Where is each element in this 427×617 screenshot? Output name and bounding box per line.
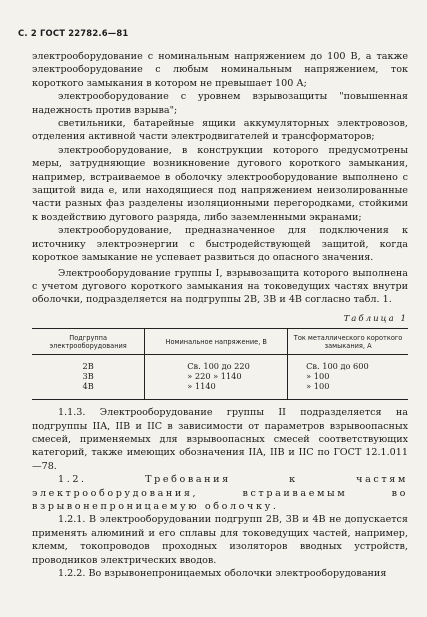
- column-header: Ток металлического короткого замыкания, А: [288, 329, 408, 355]
- table-row: [32, 371, 408, 381]
- page-header: С. 2 ГОСТ 22782.6—81: [18, 28, 129, 38]
- table-row: [32, 381, 408, 400]
- table-cell: Св. 100 до 220: [145, 355, 288, 372]
- table-cell: 4В: [32, 381, 145, 400]
- table-row: [32, 355, 408, 372]
- page-body: [32, 50, 408, 580]
- table-cell: » 100: [288, 371, 408, 381]
- table-cell: » 100: [288, 381, 408, 400]
- section-heading: 1.2. Требования к частям электрооборудования, встраиваемым во взрывонепроницаемую оболочку.: [32, 474, 408, 512]
- paragraph: 1.2.1. В электрооборудовании подгрупп 2В, 3В и 4В не допускается применять алюминий и его сплавы для токоведущих частей, например, клемм, токопроводов проходных изоляторов вводных устройств, проводников электрических вводов.: [32, 514, 408, 566]
- column-header: Номинальное напряжение, В: [145, 329, 288, 355]
- table-cell: » 1140: [145, 381, 288, 400]
- table-header-row: [32, 329, 408, 355]
- paragraph: Электрооборудование группы I, взрывозащита которого выполнена с учетом дугового короткого замыкания на токоведущих частях внутри оболочки, подразделяется на подгруппы 2В, 3В и 4В согласно табл. 1.: [32, 267, 408, 306]
- paragraph: электрооборудование, предназначенное для подключения к источнику электроэнергии с быстродействующей защитой, когда короткое замыкание не успевает развиться до опасного значения.: [32, 225, 408, 264]
- paragraph: 1.1.3. Электрооборудование группы II подразделяется на подгруппы IIA, IIB и IIC в зависимости от параметров взрывоопасных смесей, применяемых для взрывоопасных смесей соответствующих категорий, также имеющих обозначения IIA, IIB и IIC по ГОСТ 12.1.011—78.: [32, 407, 408, 472]
- table-cell: » 220 » 1140: [145, 371, 288, 381]
- data-table: [32, 328, 408, 400]
- paragraph: электрооборудование с уровнем взрывозащиты "повышенная надежность против взрыва";: [32, 91, 408, 116]
- paragraph: 1.2.2. Во взрывонепроницаемых оболочки электрооборудования: [58, 568, 387, 579]
- table-cell: Св. 100 до 600: [288, 355, 408, 372]
- table-caption: Таблица 1: [343, 313, 408, 324]
- paragraph: электрооборудование с номинальным напряжением до 100 В, а также электрооборудование с любым номинальным напряжением, ток короткого замыкания в котором не превышает 100 А;: [32, 51, 408, 89]
- table-cell: 2В: [82, 361, 94, 372]
- column-header: Подгруппа электрооборудования: [32, 329, 145, 355]
- paragraph: светильники, батарейные ящики аккумуляторных электровозов, отделения активной части электродвигателей и трансформаторов;: [32, 118, 408, 143]
- table-cell: 3В: [82, 371, 94, 382]
- paragraph: электрооборудование, в конструкции которого предусмотрены меры, затрудняющие возникновение дугового короткого замыкания, например, встраиваемое в оболочку электрооборудование выполнено с защитой вида е, или находящиеся под напряжением неизолированные части разных фаз разделены изоляционными перегородками, стойкими к воздействию дугового разряда, либо заземленными экранами;: [32, 144, 408, 223]
